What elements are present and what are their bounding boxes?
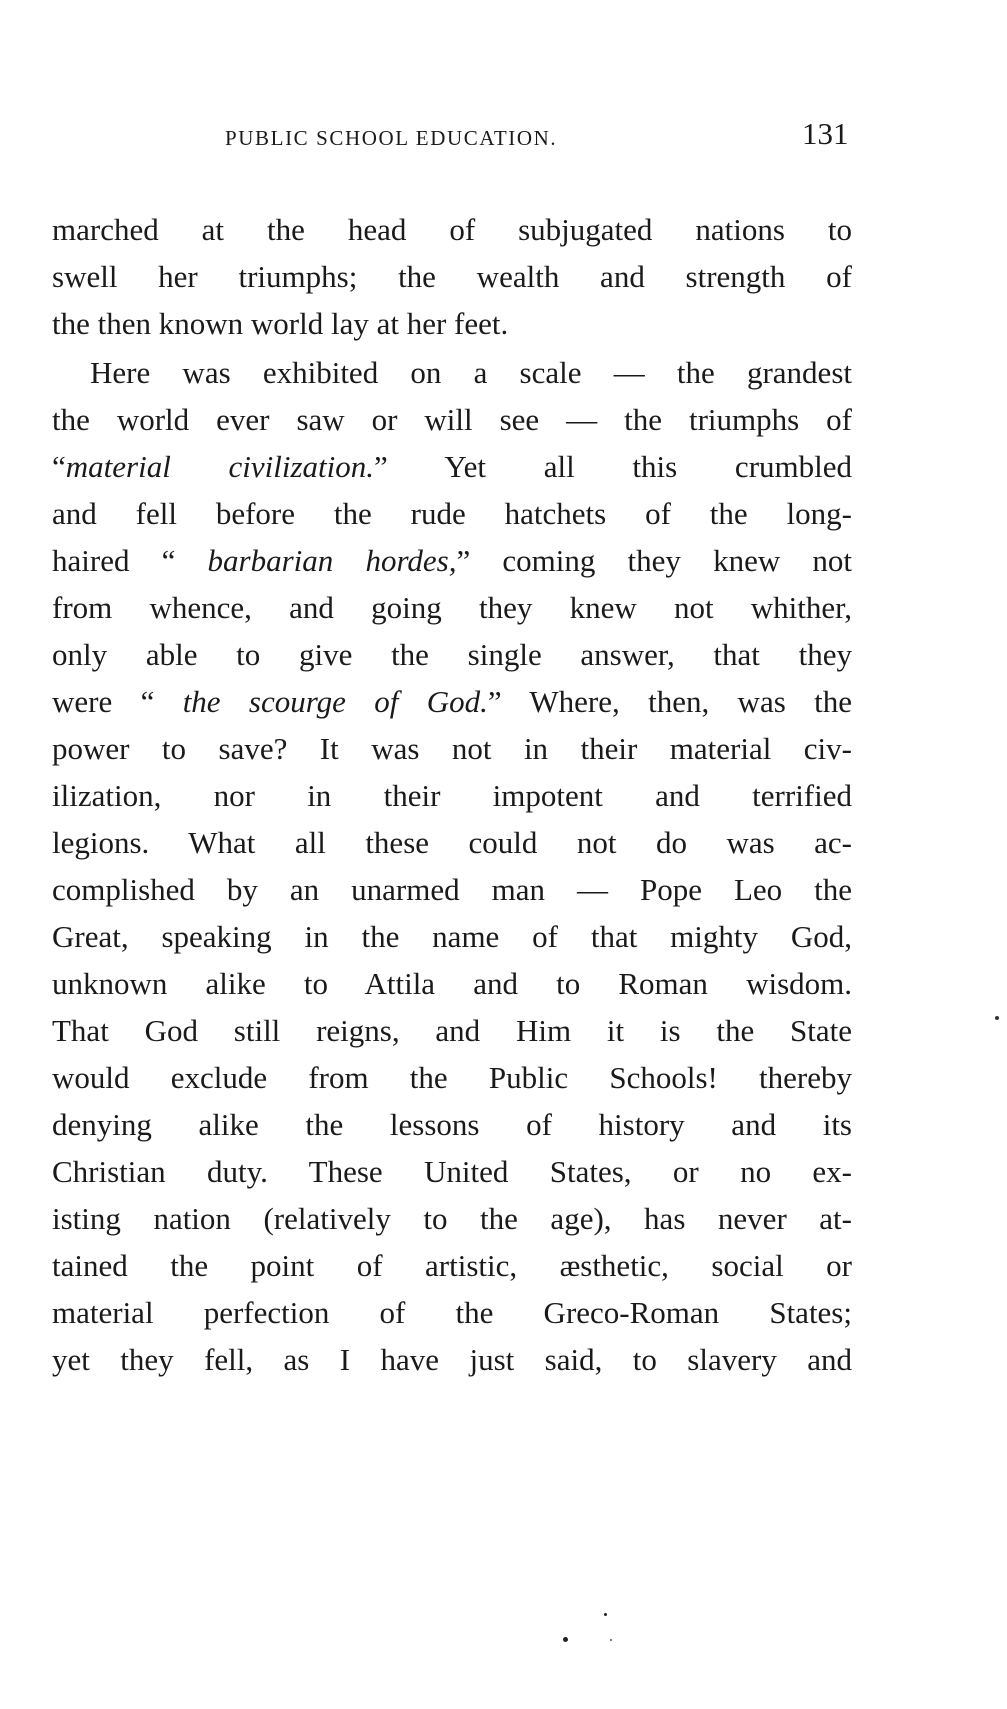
text-line: denying alike the lessons of history and its (52, 1107, 852, 1142)
text-line: Christian duty. These United States, or no ex- (52, 1154, 852, 1189)
text-line: ilization, nor in their impotent and terrified (52, 778, 852, 813)
text-line: That God still reigns, and Him it is the State (52, 1013, 852, 1048)
text-line: from whence, and going they knew not whither, (52, 590, 852, 625)
text-line: complished by an unarmed man — Pope Leo the (52, 872, 852, 907)
text-line: Great, speaking in the name of that mighty God, (52, 919, 852, 954)
text-line: legions. What all these could not do was ac- (52, 825, 852, 860)
text-line: “material civilization.” Yet all this crumbled (52, 449, 853, 484)
text-line: yet they fell, as I have just said, to slavery and (52, 1342, 852, 1377)
text-line: and fell before the rude hatchets of the long- (52, 496, 852, 531)
text-line: would exclude from the Public Schools! thereby (52, 1060, 852, 1095)
text-line: unknown alike to Attila and to Roman wisdom. (52, 966, 852, 1001)
text-line: swell her triumphs; the wealth and strength of (52, 259, 852, 294)
running-head (0, 116, 1007, 156)
text-line: power to save? It was not in their material civ- (52, 731, 852, 766)
text-line: isting nation (relatively to the age), has never at- (52, 1201, 852, 1236)
page-number: 131 (802, 116, 849, 151)
text-line: tained the point of artistic, æsthetic, social or (52, 1248, 852, 1283)
text-line: haired “ barbarian hordes,” coming they knew not (52, 543, 852, 578)
text-line: Here was exhibited on a scale — the grandest (90, 355, 852, 390)
text-line: material perfection of the Greco-Roman States; (52, 1295, 852, 1330)
italic-phrase: the scourge of God. (182, 684, 488, 719)
scan-speck (563, 1637, 568, 1642)
running-title: PUBLIC SCHOOL EDUCATION. (225, 126, 558, 150)
italic-phrase: material civilization. (65, 449, 375, 484)
text-line: the world ever saw or will see — the triumphs of (52, 402, 852, 437)
scan-speck (604, 1613, 607, 1616)
text-line: were “ the scourge of God.” Where, then, was the (52, 684, 852, 719)
text-line: marched at the head of subjugated nations to (52, 212, 852, 247)
scan-speck (995, 1016, 999, 1020)
italic-phrase: barbarian hordes, (207, 543, 457, 578)
text-line: only able to give the single answer, that they (52, 637, 852, 672)
scan-speck (610, 1639, 612, 1641)
text-line: the then known world lay at her feet. (52, 306, 509, 341)
